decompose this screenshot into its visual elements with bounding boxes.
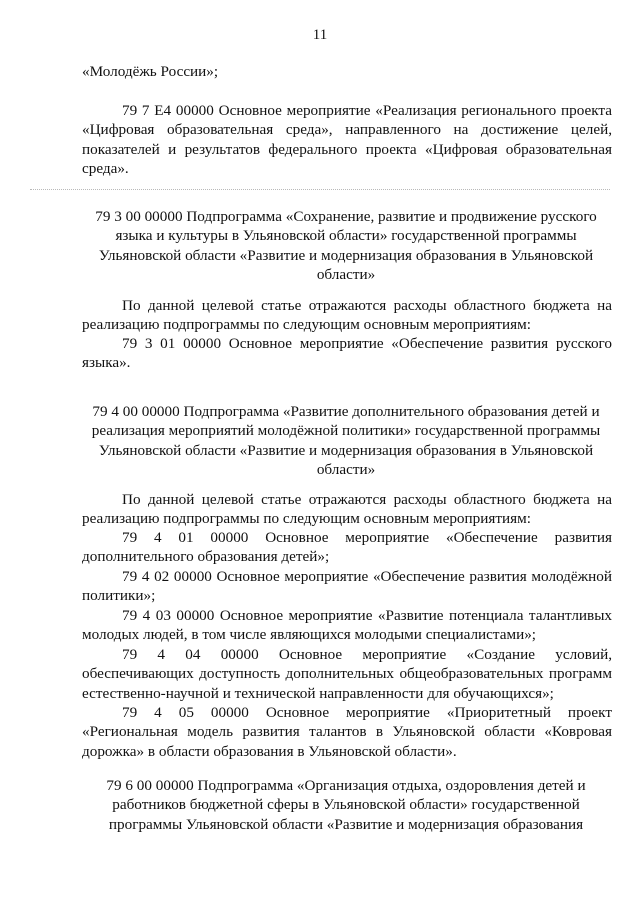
measure-4-03: 79 4 03 00000 Основное мероприятие «Развитие потенциала талантливых молодых людей, в том числе являющихся молодыми специалистами»; — [82, 607, 612, 644]
subprogram-heading-4: 79 4 00 00000 Подпрограмма «Развитие дополнительного образования детей и реализация мероприятий молодёжной политики» государственной программы Ульяновской области «Развитие и модернизация образования в Ульяновской области» — [91, 403, 601, 479]
subprogram-heading-6: 79 6 00 00000 Подпрограмма «Организация отдыха, оздоровления детей и работников бюджетной сферы в Ульяновской области» государственной программы Ульяновской области «Развитие и модернизация образования — [106, 777, 586, 833]
paragraph-e4: 79 7 Е4 00000 Основное мероприятие «Реализация регионального проекта «Цифровая образовательная среда», направленного на достижение целей, показателей и результатов федерального проекта «Цифровая образовательная среда». — [82, 102, 612, 178]
scan-artifact-divider — [30, 189, 610, 190]
subprogram-heading-3: 79 3 00 00000 Подпрограмма «Сохранение, развитие и продвижение русского языка и культуры в Ульяновской области» государственной программы Ульяновской области «Развитие и модернизация образования в Ульяновской области» — [95, 208, 597, 284]
measure-4-02: 79 4 02 00000 Основное мероприятие «Обеспечение развития молодёжной политики»; — [82, 568, 612, 605]
subprogram-4-intro: По данной целевой статье отражаются расходы областного бюджета на реализацию подпрограммы по следующим основным мероприятиям: — [82, 491, 612, 528]
top-line: «Молодёжь России»; — [82, 63, 219, 80]
subprogram-3-intro: По данной целевой статье отражаются расходы областного бюджета на реализацию подпрограммы по следующим основным мероприятиям: — [82, 297, 612, 334]
measure-4-01: 79 4 01 00000 Основное мероприятие «Обеспечение развития дополнительного образования детей»; — [82, 529, 612, 566]
page-number: 11 — [312, 27, 328, 43]
measure-3-01: 79 3 01 00000 Основное мероприятие «Обеспечение развития русского языка». — [82, 335, 612, 372]
measure-4-05: 79 4 05 00000 Основное мероприятие «Приоритетный проект «Региональная модель развития талантов в Ульяновской области «Ковровая дорожка» в области образования в Ульяновской области». — [82, 704, 612, 760]
measure-4-04: 79 4 04 00000 Основное мероприятие «Создание условий, обеспечивающих доступность дополнительных общеобразовательных программ естественно-научной и технической направленности для обучающихся»; — [82, 646, 612, 702]
